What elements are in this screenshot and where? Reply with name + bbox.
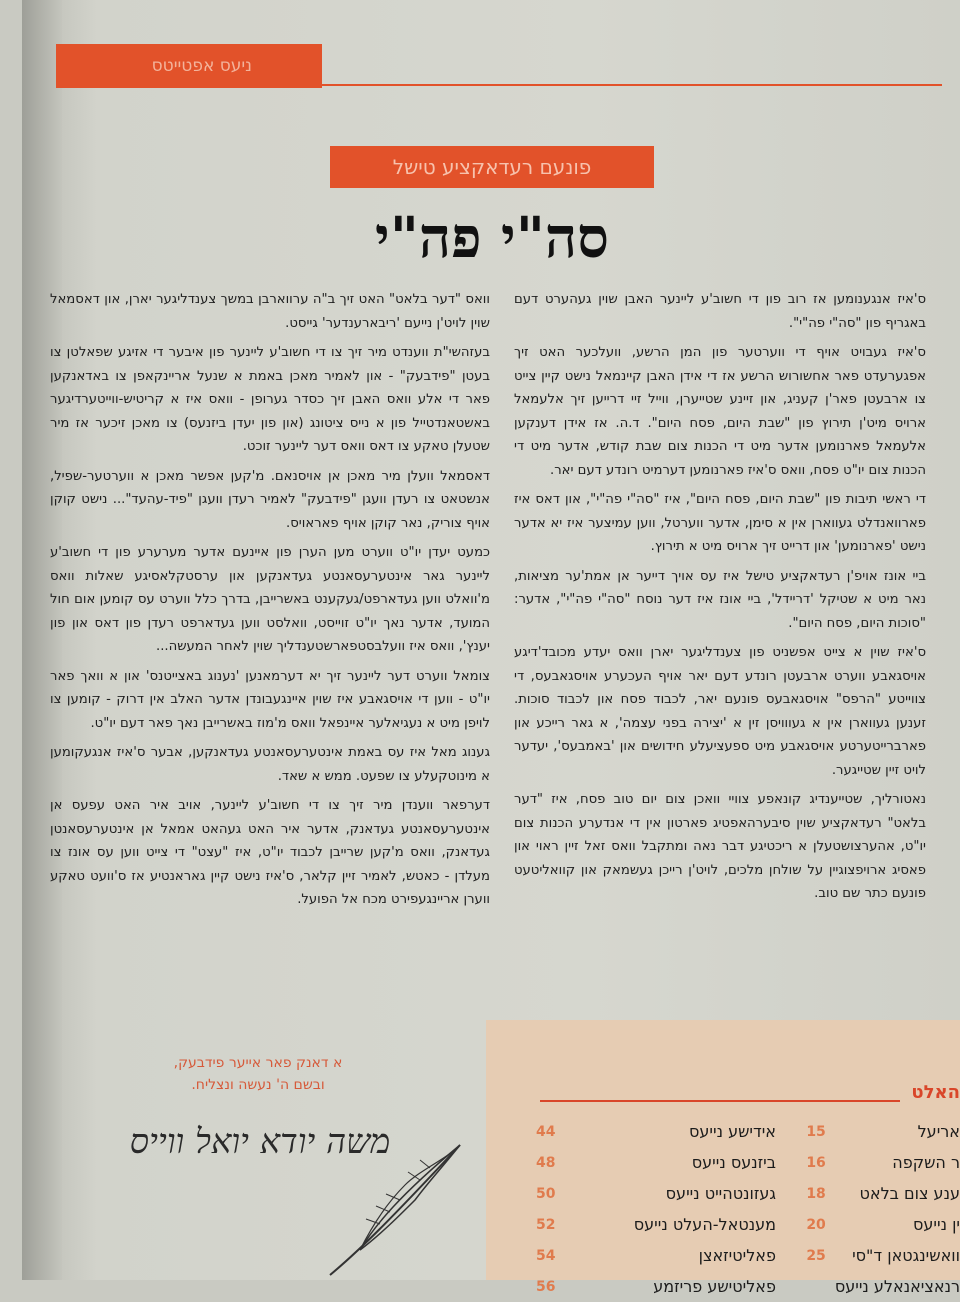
toc-item-page: 54 <box>536 1247 556 1264</box>
toc-item[interactable] <box>536 1240 776 1271</box>
toc-item-label: וואשינגטאן ד"סי <box>852 1246 960 1265</box>
article-title: סה"י פה"י <box>375 205 609 271</box>
toc-item-label: רנאציאנאלע נייעס <box>834 1277 960 1296</box>
toc-item[interactable] <box>536 1116 776 1147</box>
toc-item-page: 25 <box>806 1247 826 1264</box>
header-rule <box>322 84 942 86</box>
paragraph: וואס "דער בלאט" האט זיך ב"ה ערווארבן במשך צענדליגער יארן, און דאסמאל שוין לויט'ן נייעם 'ריבארענדער' גייסט. <box>50 292 490 331</box>
paragraph: צומאל ווערט דער ליינער זיך יא דערמאנען 'נענוג באצייטנס' און א וואך פאר יו"ט - ווען די אויסגאבע איז שוין איינגעבונדן אדער האלב אין דרוק - קומען צו לויפן מיט א נעגיאלער איינפאל וואס מ'מוז באשרייבן נאך פאר דעם יו"ט. <box>50 668 490 731</box>
paragraph: דאסמאל וועלן מיר מאכן אן אויסנאם. מ'קען אפשר מאכן א ווערטער-שפיל, אנשטאט צו רעדן וועגן "פידבעק" לאמיר רעדן וועגן "פיד-עהעד"... נישט קוקן אויף צוריק, נאר קוקן אויף פאראויס. <box>50 468 490 531</box>
toc-item-label: געזונטהייט נייעס <box>665 1184 776 1203</box>
toc-item[interactable] <box>790 1116 960 1147</box>
paragraph: ביי אונז אויפ'ן רעדאקציע טישל איז עס אויך דייער אן אמת'ער מציאות, נאר מיט א שטיקל 'דריידל', ביי אונז איז דער נוסח "סה"י פה"י", אדער: "סוכות היום, פסח היום". <box>514 568 926 631</box>
toc-item[interactable] <box>790 1178 960 1209</box>
toc-item-label: פאליטיזאצן <box>698 1246 776 1265</box>
toc-item-page: 20 <box>806 1216 826 1233</box>
toc-item-label: אריעל <box>917 1122 960 1141</box>
toc-item-page: 16 <box>806 1154 826 1171</box>
toc-item-label: ין נייעס <box>913 1215 960 1234</box>
paragraph: בעזהשי"ת ווענדט מיר זיך צו די חשוב'ע ליינער פון איבער די אזיגע שפאלטן צו בעטן "פידבעק" - און לאמיר מאכן באמת א שנעל אריינקאפן צו באדאנקען פאר די אלע וואס האבן זיך כסדר גערופן - וואס איז א קריטיש-ווייטערדיגער באשטאנדטייל פון א נייס ציטונג (און פון יעדן ביזנעס) צו מאכן זיכער אז מיר שטעלן טאקע צו דאס וואס דער ליינער זוכט. <box>50 345 490 454</box>
toc-item[interactable] <box>790 1209 960 1240</box>
toc-item[interactable] <box>536 1147 776 1178</box>
toc-item[interactable] <box>790 1271 960 1302</box>
dedication-line: ובשם ה' נעשה ונצליח. <box>191 1077 325 1093</box>
editor-signature: משה יודא יואל ווייס <box>129 1122 391 1162</box>
toc-item-page: 50 <box>536 1185 556 1202</box>
toc-rule <box>540 1100 900 1102</box>
toc-item-label: מענטאל-העלט נייעס <box>633 1215 776 1234</box>
toc-column-middle <box>536 1116 776 1302</box>
dedication-note <box>128 1052 388 1096</box>
paragraph: דערפאר ווענדן מיר זיך צו די חשוב'ע ליינער, אויב איר האט עפעס אן אינטערעסאנטע געדאנק, אדער איר האט געהאט אמאל אן אינטערעסאנטן געדאנק, וואס מ'קען שרייבן לכבוד יו"ט, איז "עצט" די צייט ווען עס אונז צו מעלדן - כאטש, לאמיר זיין קלאר, ס'איז נישט קיין גאראנטיע אז ס'וועט טאקע ווערן אריינגעפירט מכח אל הפועל. <box>50 798 490 907</box>
toc-item-label: פאליטישע פריזמע <box>653 1277 776 1296</box>
article-column-right <box>514 288 926 988</box>
toc-item-label: ר השקפה <box>892 1153 960 1172</box>
paragraph: ס'איז שוין א צייט אפשניט פון צענדליגער יארן וואס יעדע מכובד'דיגע אויסגאבע ווערט ארבעטן רונדע דעם יאר אויף העכערע אויסגאבעס, די צווייטע "הרפס" אויסגאבעס פונעם יאר, לכבוד פסח און לכבוד סוכות. זענען געווארן אין א געווויסן זין א 'יצירה בפני עצמה', א גאר רייכע און פארברייטערטע אויסגאבע מיט ספעציעלע חידושים און 'באמבעס', יעדער לויט זיין שטייגער. <box>514 645 926 778</box>
toc-item[interactable] <box>536 1209 776 1240</box>
quill-feather-icon <box>320 1140 470 1280</box>
paragraph: כמעט יעדן יו"ט ווערט מען הערן פון איינעם אדער מערערע פון די חשוב'ע ליינער גאר אינטערעסאנטע געדאנקען און ערסטקלאסיגע שאלות וואס מ'וואלט ווען געדארפט/געקענט באשרייבן, בדרך כלל ווערט עס קומען אום חול המועד, אדער נאך יו"ט זוייסט, וואלסט ווען געדארפט רעדן פון דאס און פון יענץ', וואס איז וועלבסטפארשטענדליך שוין לאחר המעשה... <box>50 545 490 654</box>
toc-item[interactable] <box>536 1178 776 1209</box>
toc-item-page: 56 <box>536 1278 556 1295</box>
toc-item[interactable] <box>536 1271 776 1302</box>
toc-item[interactable] <box>790 1147 960 1178</box>
paragraph: די ראשי תיבות פון "שבת היום, פסח היום", איז "סה"י פה"י", און דאס איז פארוואנדלט געווארן אין א סימן, אדער ווערטל, ווען עמיצער איז יא אדער נישט 'פארנומען' און דרייט זיך ארויס מיט א תירוץ. <box>514 492 926 554</box>
paragraph: גענוג מאל איז עס באמת אינטערעסאנטע געדאנקען, אבער ס'איז אנגעקומען א מינוטקעלע צו שפעט. ממש א שאד. <box>50 745 490 784</box>
toc-heading: האלט <box>911 1082 960 1103</box>
paragraph: ס'איז געבויט אויף די ווערטער פון המן הרשע, וועלכער האט זיך אפגערעדט פאר אחשורוש הרשע אז די אידן האבן קיינמאל נישט קיין צייט צו ארבעטן פאר'ן קעניג, און זיינע שטייערן, ווייל זיי דרייען זיך אלעמאל ארויס מיט'ן תירוץ פון "שבת היום, פסח היום". ד.ה. אז אידן דענקען אלעמאל פארנומען אדער מיט די הכנות צום שבת קודש, אדער מיט די הכנות צום יו"ט פסח, וואס ס'איז פארנומען דערמיט רונדע דעם יאר. <box>514 345 926 478</box>
dedication-line: א דאנק פאר אייער פידבעק, <box>173 1055 343 1071</box>
toc-item-page: 44 <box>536 1123 556 1140</box>
toc-item-label: ביזנעס נייעס <box>691 1153 776 1172</box>
toc-item-page: 15 <box>806 1123 826 1140</box>
toc-item-label: ענע צום בלאט <box>859 1184 960 1203</box>
toc-item[interactable] <box>790 1240 960 1271</box>
toc-item-label: אידישע נייעס <box>689 1122 776 1141</box>
toc-item-page: 52 <box>536 1216 556 1233</box>
section-header-tab: ניעס אפטייטס <box>56 44 322 88</box>
toc-column-right <box>790 1116 960 1302</box>
paragraph: ס'איז אנגענומען אז רוב פון די חשוב'ע ליינער האבן שוין געהערט דעם באגריף פון "סה"י פה"י". <box>514 292 926 331</box>
toc-item-page: 18 <box>806 1185 826 1202</box>
column-label: פונעם רעדאקציע טישל <box>330 146 654 188</box>
paragraph: נאטורליך, שטייענדיג קונאפע צוויי וואכן צום יום טוב פסח, איז "דער בלאט" רעדאקציע שוין סיבערהאפטיג פארטון אין די אנדערע הכנות צום יו"ט, אהערצושטעלן א ריכטיגע דבר נאה ומתקבל וואס זאל זיין ראוי און פאסיג ארויפצוגיין על שולחן מלכים, לויט'ן רייכן געשמאק און קוואליטעט פונעם כתר שם טוב. <box>514 792 926 901</box>
article-column-left <box>50 288 490 1028</box>
toc-item-page: 48 <box>536 1154 556 1171</box>
